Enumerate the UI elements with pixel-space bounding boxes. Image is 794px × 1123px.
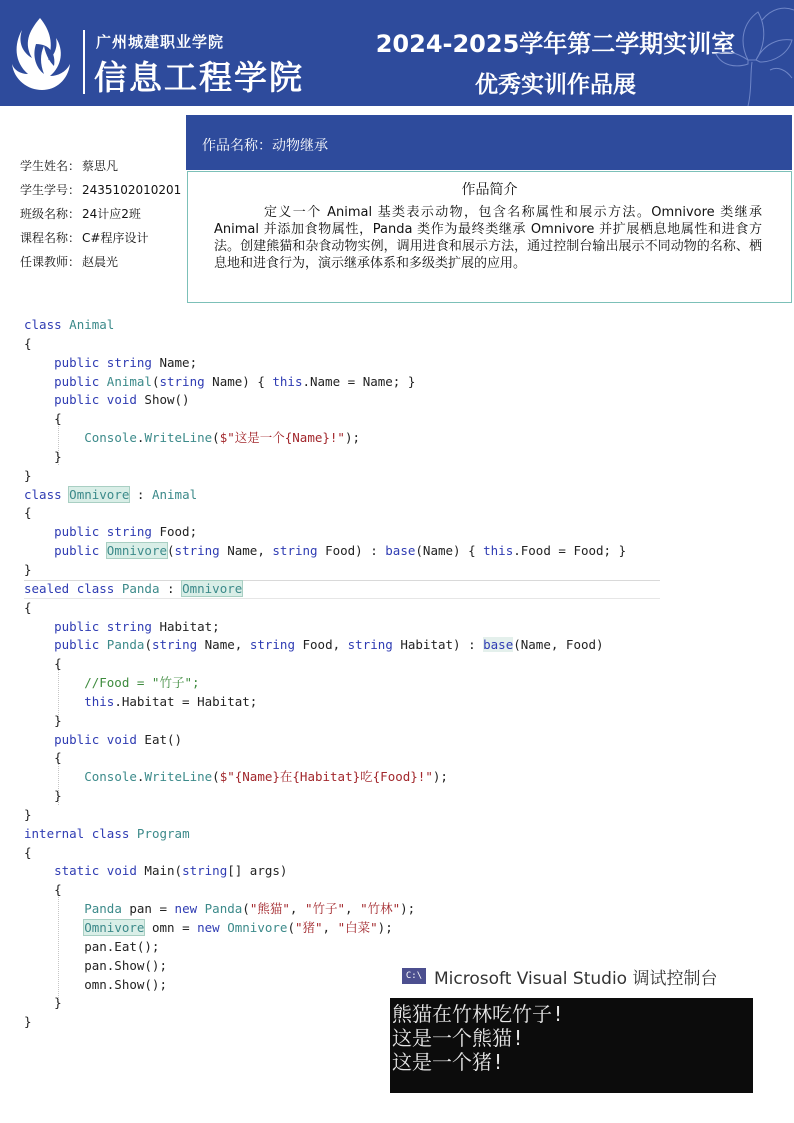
code-line: { xyxy=(24,335,32,351)
work-title-bar xyxy=(186,115,792,170)
code-line: public void Show() xyxy=(54,392,190,408)
intro-heading: 作品简介 xyxy=(461,182,518,198)
student-id-row xyxy=(20,181,181,198)
console-output-line: 这是一个熊猫! xyxy=(392,1026,525,1050)
code-line: public Animal(string Name) { this.Name = Name; } xyxy=(54,373,416,389)
console-output-line: 熊猫在竹林吃竹子! xyxy=(392,1002,565,1026)
teacher-name: 赵晨光 xyxy=(82,255,119,269)
code-line: //Food = "竹子"; xyxy=(24,675,200,691)
teacher-label: 任课教师： xyxy=(20,255,81,269)
header-divider xyxy=(0,106,794,110)
intro-text: 定义一个 Animal 基类表示动物，包含名称属性和展示方法。Omnivore 类继承 Animal 并添加食物属性，Panda 类作为最终类继承 Omnivore 并扩展栖息地属性和进食方法。创建熊猫和杂食动物实例，调用进食和展示方法，通过控制台输出展示不同动物的名称、栖息地和进食行为，演示继承体系和多级类扩展的应用。 xyxy=(214,205,762,271)
teacher-row xyxy=(20,253,118,270)
code-line: } xyxy=(24,1014,32,1030)
code-line: Panda pan = new Panda("熊猫", "竹子", "竹林"); xyxy=(84,901,416,917)
code-line: { xyxy=(24,882,62,898)
course-row xyxy=(20,229,148,246)
code-line: pan.Eat(); xyxy=(24,938,160,954)
code-line: pan.Show(); xyxy=(24,957,167,973)
student-id-label: 学生学号： xyxy=(20,183,81,197)
console-title: Microsoft Visual Studio 调试控制台 xyxy=(434,969,718,989)
code-line: { xyxy=(24,656,62,672)
code-line: } xyxy=(24,467,32,483)
code-line: sealed class Panda : Omnivore xyxy=(24,580,243,596)
code-line: Console.WriteLine($"{Name}在{Habitat}吃{Food}!"); xyxy=(84,769,448,785)
code-line: public string Food; xyxy=(54,524,198,540)
code-line: public Omnivore(string Name, string Food) : base(Name) { this.Food = Food; } xyxy=(54,543,627,559)
code-line: public void Eat() xyxy=(54,731,183,747)
text-cursor xyxy=(242,581,243,596)
student-name-label: 学生姓名： xyxy=(20,159,81,173)
debug-console-window xyxy=(390,960,753,1093)
console-output-line: 这是一个猪! xyxy=(392,1050,505,1074)
code-line: { xyxy=(24,844,32,860)
console-title-bar xyxy=(390,960,753,998)
logo-divider xyxy=(83,30,85,94)
code-line: } xyxy=(24,806,32,822)
college-flame-logo xyxy=(10,14,74,94)
code-line: omn.Show(); xyxy=(24,976,167,992)
intro-box xyxy=(187,171,792,303)
lotus-decoration-icon xyxy=(708,0,794,106)
code-line: { xyxy=(24,505,32,521)
class-row xyxy=(20,205,141,222)
course-name: C#程序设计 xyxy=(82,231,149,245)
code-line: { xyxy=(24,599,32,615)
code-line: } xyxy=(24,995,62,1011)
console-app-icon: C:\ xyxy=(402,968,426,984)
class-name: 24计应2班 xyxy=(82,207,141,221)
course-label: 课程名称： xyxy=(20,231,81,245)
code-line: { xyxy=(24,411,62,427)
code-line: this.Habitat = Habitat; xyxy=(84,693,258,709)
student-name-row xyxy=(20,157,118,174)
code-line: public string Name; xyxy=(54,354,198,370)
code-line: static void Main(string[] args) xyxy=(54,863,288,879)
code-line: } xyxy=(24,712,62,728)
code-line: class Omnivore : Animal xyxy=(24,486,198,502)
work-title: 作品名称：动物继承 xyxy=(202,138,328,154)
student-name: 蔡思凡 xyxy=(82,159,119,173)
college-name: 信息工程学院 xyxy=(94,58,304,97)
code-listing xyxy=(24,316,664,1032)
console-output xyxy=(390,998,753,1093)
code-line: public Panda(string Name, string Food, string Habitat) : base(Name, Food) xyxy=(54,637,604,653)
page-header xyxy=(0,0,794,106)
code-line: } xyxy=(24,561,32,577)
code-line: } xyxy=(24,448,62,464)
code-line: } xyxy=(24,788,62,804)
code-line: class Animal xyxy=(24,317,115,332)
code-line: internal class Program xyxy=(24,825,190,841)
code-line: public string Habitat; xyxy=(54,618,220,634)
code-line: { xyxy=(24,750,62,766)
code-line: Omnivore omn = new Omnivore("猪", "白菜"); xyxy=(84,920,393,935)
student-id: 2435102010201 xyxy=(82,183,182,197)
event-title: 2024-2025学年第二学期实训室 xyxy=(375,30,736,58)
event-subtitle: 优秀实训作品展 xyxy=(475,72,636,98)
code-line: Console.WriteLine($"这是一个{Name}!"); xyxy=(84,430,361,446)
school-name: 广州城建职业学院 xyxy=(96,33,225,51)
class-label: 班级名称： xyxy=(20,207,81,221)
